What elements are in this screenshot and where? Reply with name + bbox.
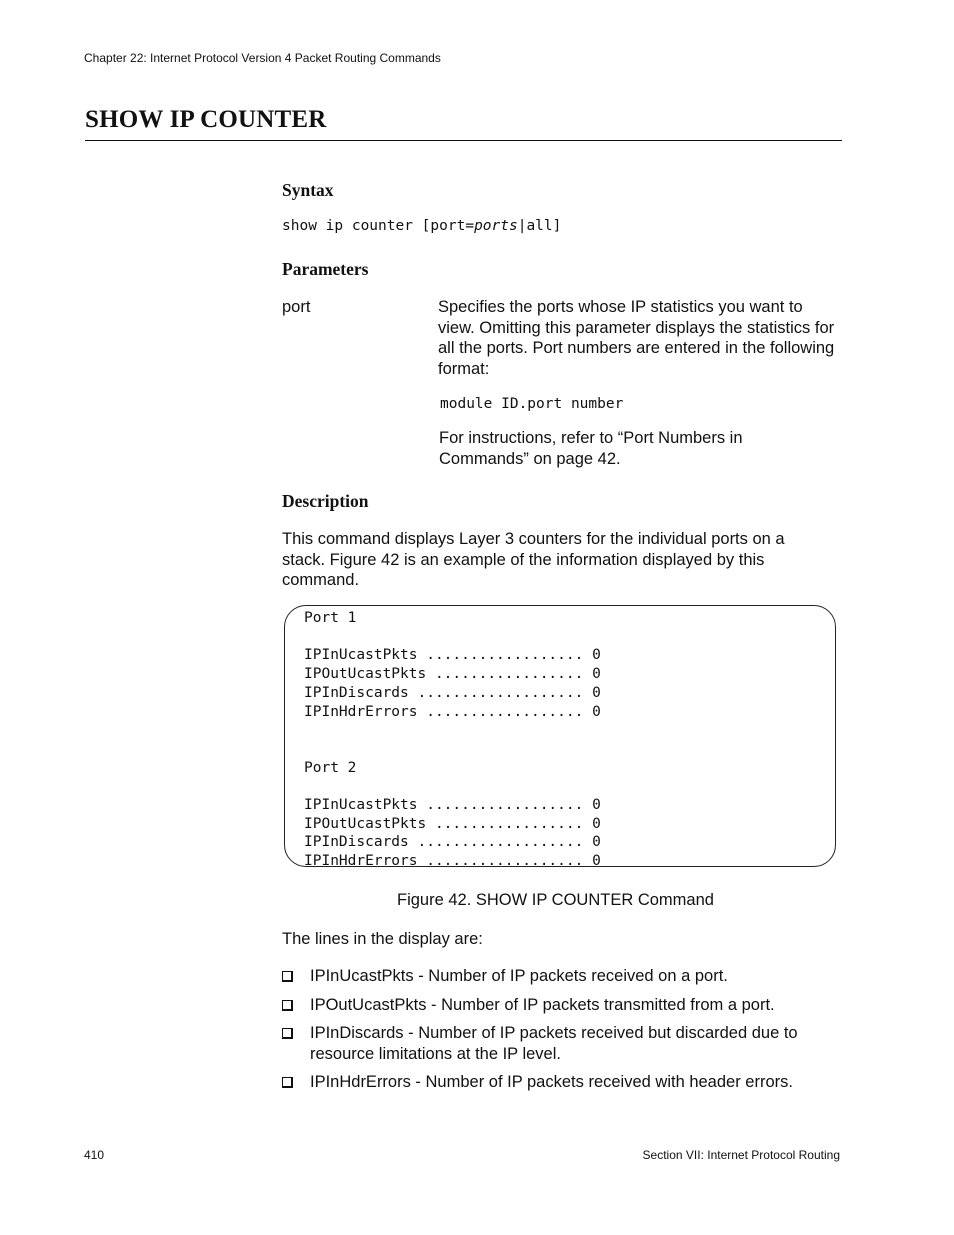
figure-command-output: Port 1 IPInUcastPkts .................. 0 IPOutUcastPkts ................. 0 IPInDiscards ................... 0 IPInHdrErrors .................. 0 Port 2 IPInUcastPkts .................. 0 IPOutUcastPkts ................. 0 IPInDiscards ................... 0 IPInHdrErrors .................. 0 bbox=[304, 610, 601, 870]
title-rule bbox=[85, 140, 842, 141]
syntax-command-prefix: show ip counter [port= bbox=[282, 218, 475, 234]
figure-caption: Figure 42. SHOW IP COUNTER Command bbox=[397, 891, 714, 909]
bullet-text: IPOutUcastPkts - Number of IP packets transmitted from a port. bbox=[310, 995, 775, 1014]
checkbox-bullet-icon bbox=[282, 1028, 293, 1039]
checkbox-bullet-icon bbox=[282, 971, 293, 982]
lines-intro: The lines in the display are: bbox=[282, 930, 483, 948]
list-item bbox=[282, 1023, 842, 1064]
counter-definitions-list bbox=[282, 966, 842, 1101]
description-text: This command displays Layer 3 counters for the individual ports on a stack. Figure 42 is an example of the information displayed by this command. bbox=[282, 530, 785, 589]
list-item bbox=[282, 1072, 842, 1093]
parameters-heading: Parameters bbox=[282, 259, 369, 279]
page-number: 410 bbox=[84, 1148, 105, 1162]
param-name-port: port bbox=[282, 298, 311, 316]
list-item bbox=[282, 966, 842, 987]
list-item bbox=[282, 995, 842, 1016]
bullet-text: IPInDiscards - Number of IP packets received but discarded due to resource limitations at the IP level. bbox=[310, 1024, 798, 1063]
bullet-text: IPInHdrErrors - Number of IP packets received with header errors. bbox=[310, 1073, 793, 1091]
syntax-command-suffix: |all] bbox=[517, 218, 562, 234]
running-header: Chapter 22: Internet Protocol Version 4 Packet Routing Commands bbox=[84, 51, 441, 65]
description-heading: Description bbox=[282, 491, 369, 511]
checkbox-bullet-icon bbox=[282, 1077, 293, 1088]
param-desc-port: Specifies the ports whose IP statistics you want to view. Omitting this parameter displays the statistics for all the ports. Port numbers are entered in the following format: bbox=[438, 298, 835, 378]
param-format-port: module ID.port number bbox=[440, 396, 624, 412]
page-title: SHOW IP COUNTER bbox=[85, 106, 327, 133]
param-note-port: For instructions, refer to “Port Numbers in Commands” on page 42. bbox=[439, 429, 743, 468]
syntax-heading: Syntax bbox=[282, 180, 334, 200]
syntax-command-param: ports bbox=[474, 218, 518, 234]
syntax-command bbox=[282, 218, 561, 234]
running-footer-section: Section VII: Internet Protocol Routing bbox=[642, 1148, 840, 1162]
bullet-text: IPInUcastPkts - Number of IP packets received on a port. bbox=[310, 967, 728, 985]
checkbox-bullet-icon bbox=[282, 1000, 293, 1011]
